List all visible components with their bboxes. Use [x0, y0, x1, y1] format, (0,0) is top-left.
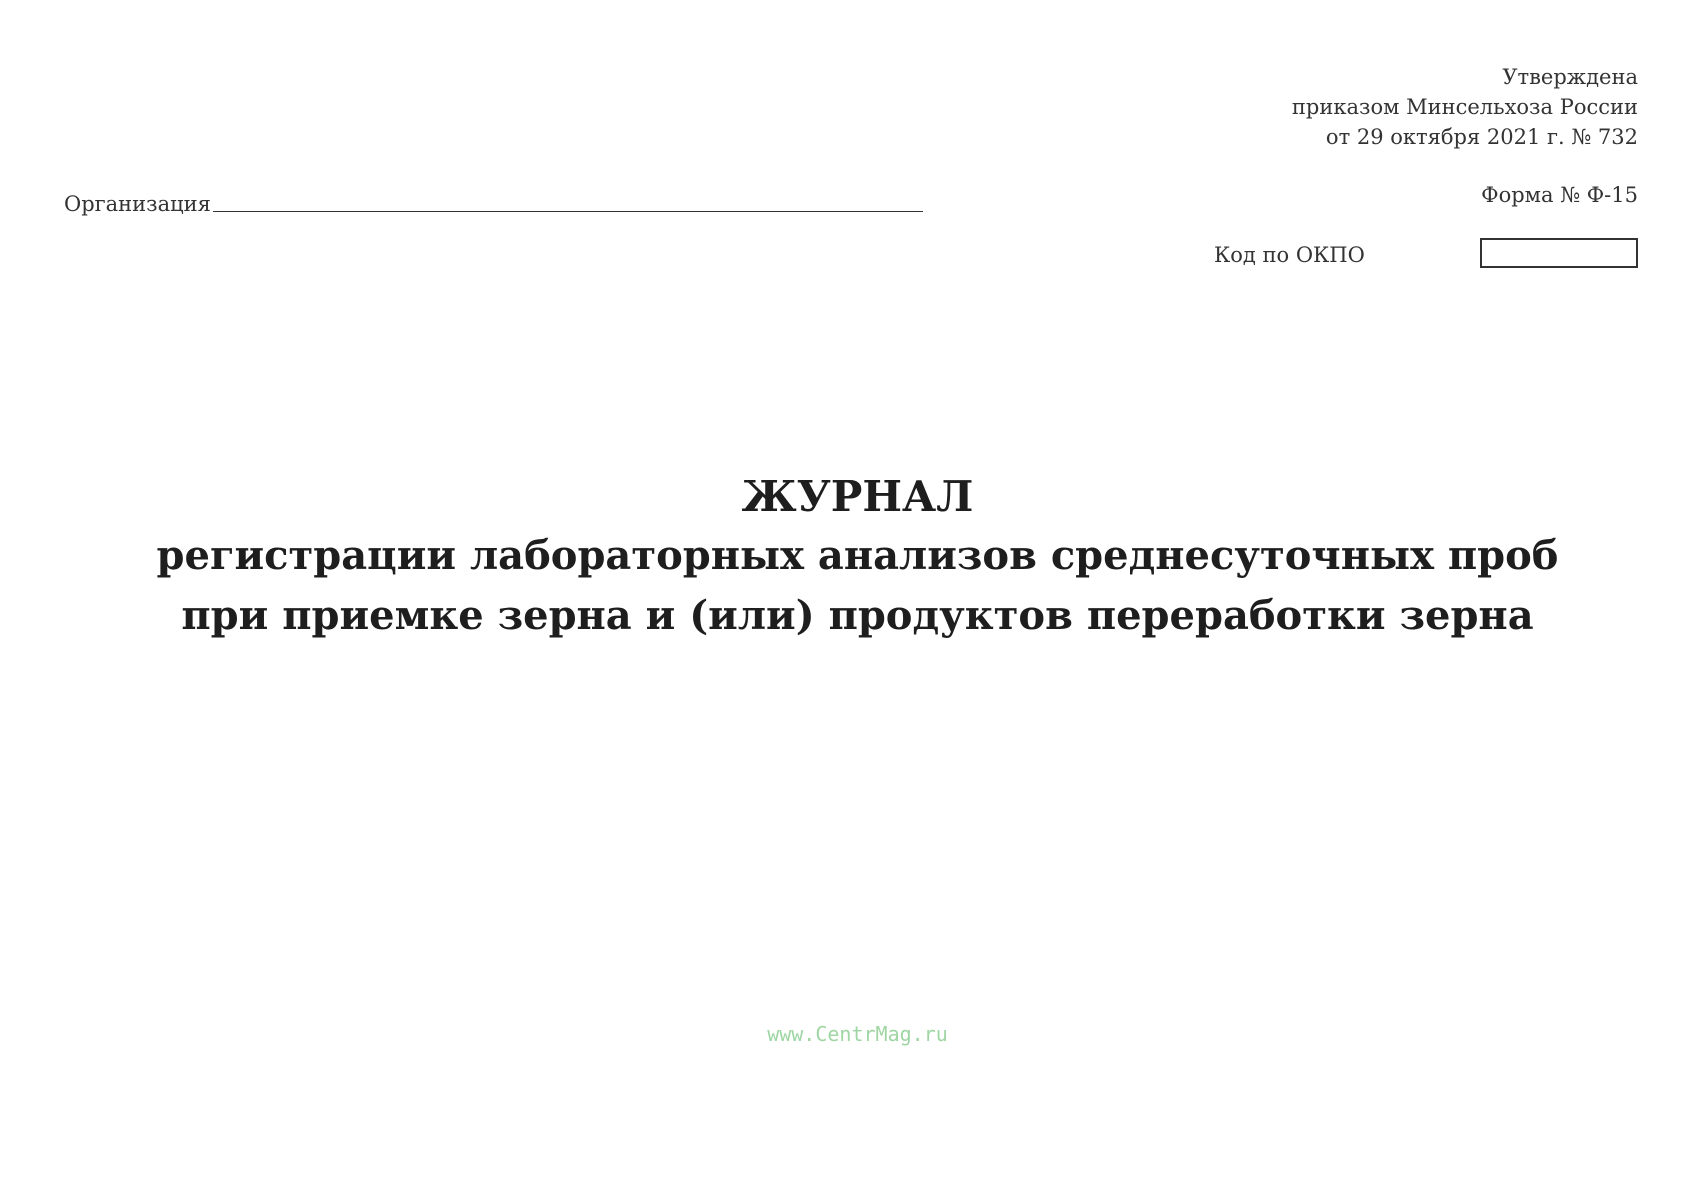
watermark: www.CentrMag.ru — [767, 1022, 948, 1046]
organization-label: Организация — [64, 192, 211, 216]
approval-block — [1292, 62, 1638, 152]
title-line-2: регистрации лабораторных анализов среднесуточных проб — [156, 532, 1559, 579]
okpo-code-box — [1480, 238, 1638, 268]
organization-row — [64, 192, 923, 216]
approval-line-order: приказом Минсельхоза России — [1291, 95, 1638, 119]
form-number: Форма № Ф-15 — [1481, 183, 1638, 207]
organization-field-line — [213, 211, 923, 212]
approval-line-date: от 29 октября 2021 г. № 732 — [1325, 125, 1638, 149]
title-line-3: при приемке зерна и (или) продуктов переработки зерна — [181, 592, 1534, 639]
okpo-label: Код по ОКПО — [1214, 243, 1365, 267]
document-title — [0, 468, 1700, 646]
approval-line-approved: Утверждена — [1502, 65, 1638, 89]
title-main: ЖУРНАЛ — [741, 472, 974, 521]
